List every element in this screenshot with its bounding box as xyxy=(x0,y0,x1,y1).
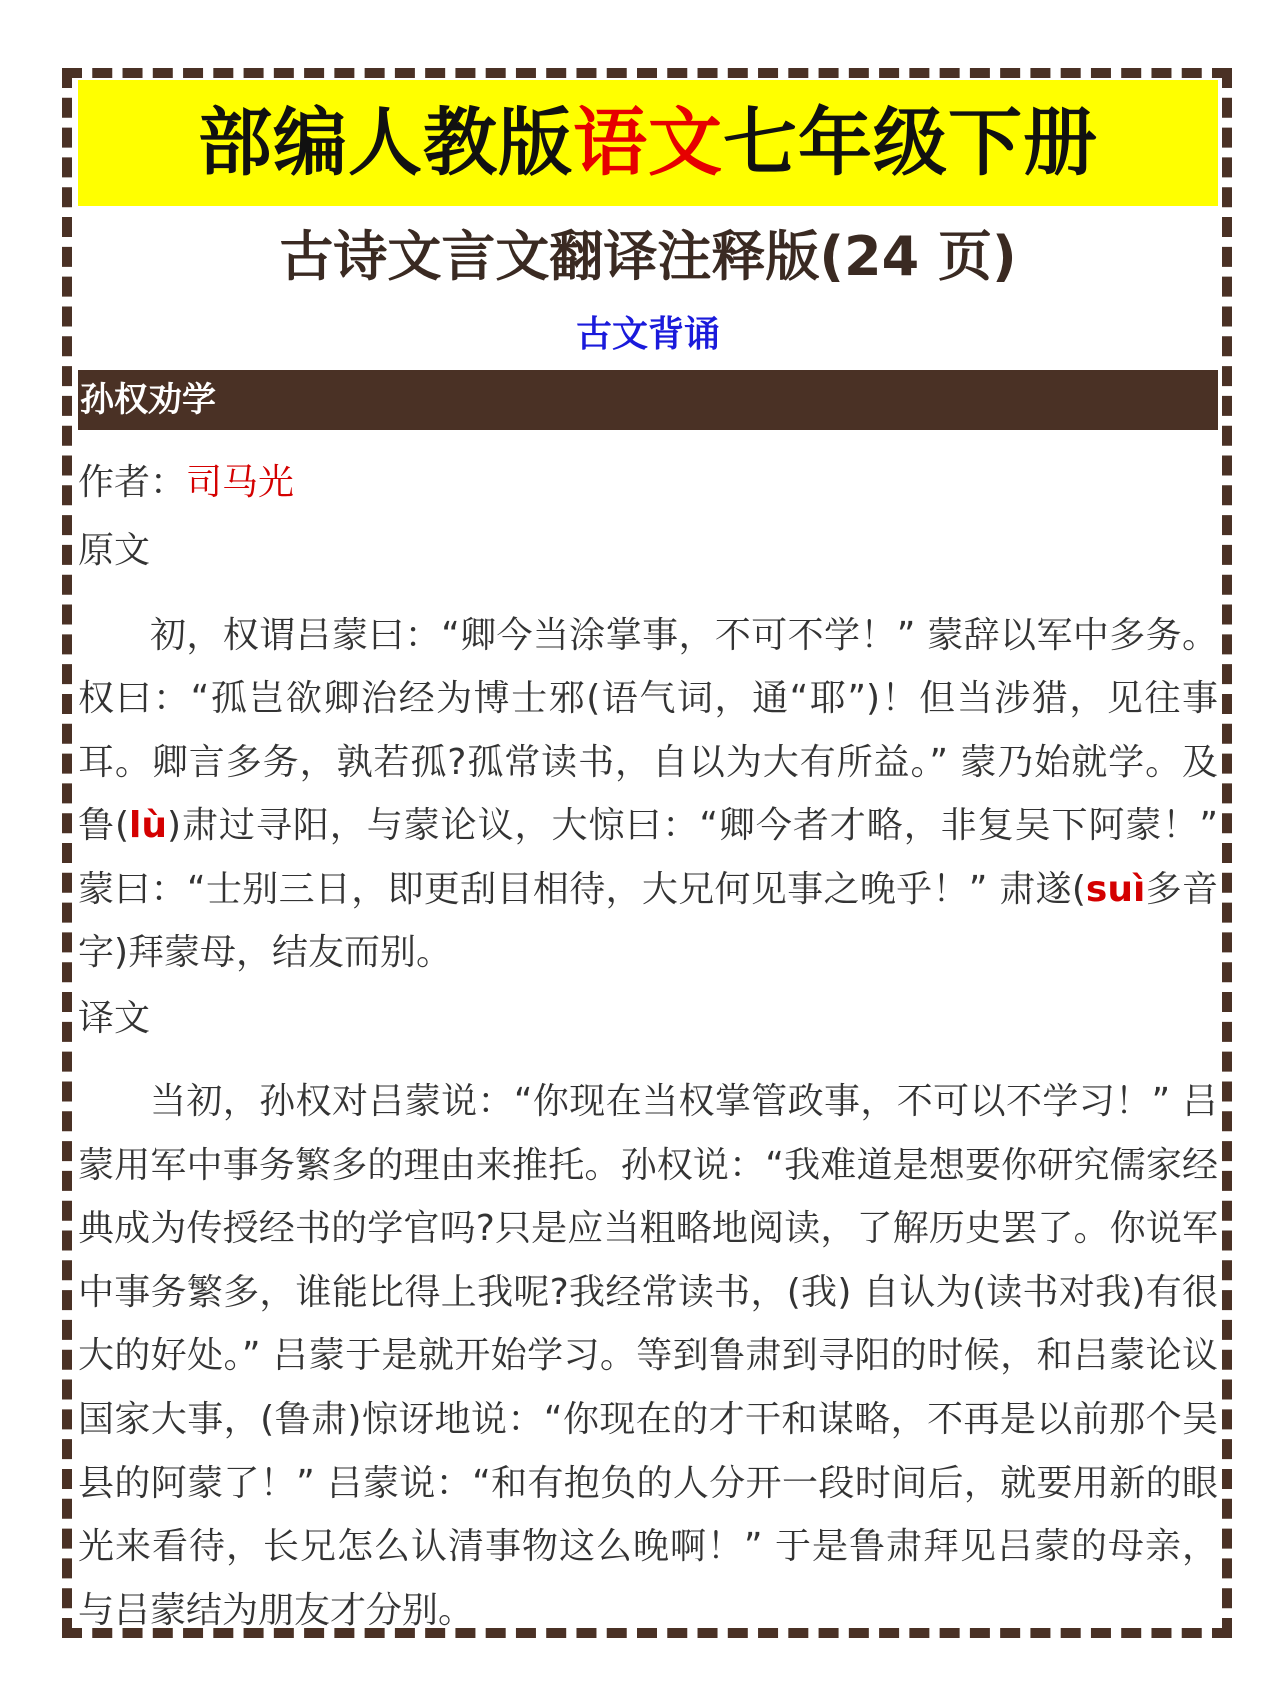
original-text-segment-2: )肃过寻阳，与蒙论议，大惊曰：“卿今者才略，非复吴下阿蒙！” 蒙曰：“士别三日，即更刮目相待，大兄何见事之晚乎！” 肃遂( xyxy=(78,805,1218,910)
translation-text: 当初，孙权对吕蒙说：“你现在当权掌管政事，不可以不学习！” 吕蒙用军中事务繁多的理由来推托。孙权说：“我难道是想要你研究儒家经典成为传授经书的学官吗?只是应当粗略地阅读，了解历史罢了。你说军中事务繁多，谁能比得上我呢?我经常读书，(我) 自认为(读书对我)有很大的好处。” 吕蒙于是就开始学习。等到鲁肃到寻阳的时候，和吕蒙论议国家大事，(鲁肃)惊讶地说：“你现在的才干和谋略，不再是以前那个吴县的阿蒙了！” 吕蒙说：“和有抱负的人分开一段时间后，就要用新的眼光来看待，长兄怎么认清事物这么晚啊！” 于是鲁肃拜见吕蒙的母亲，与吕蒙结为朋友才分别。 xyxy=(78,1081,1218,1631)
lesson-title: 孙权劝学 xyxy=(80,380,216,420)
lesson-title-bar xyxy=(78,370,1218,430)
banner-text-part1: 部编人教版 xyxy=(198,100,573,186)
section-label: 古文背诵 xyxy=(575,314,720,355)
author-label: 作者： xyxy=(78,462,187,503)
original-text-segment-3: 多音字)拜蒙母，结友而别。 xyxy=(78,868,1218,974)
pinyin-lu: lù xyxy=(129,805,167,847)
page-subtitle: 古诗文言文翻译注释版(24 页) xyxy=(279,225,1017,288)
title-banner xyxy=(78,80,1218,206)
banner-text-part3: 七年级下册 xyxy=(723,100,1098,186)
original-text-segment-1: 初，权谓吕蒙曰：“卿今当涂掌事，不可不学！” 蒙辞以军中多务。权曰：“孤岂欲卿治经为博士邪(语气词，通“耶”)！但当涉猎，见往事耳。卿言多务，孰若孤?孤常读书，自以为大有所益。” 蒙乃始就学。及鲁( xyxy=(78,615,1218,847)
author-line xyxy=(78,458,294,508)
original-heading: 原文 xyxy=(78,530,151,571)
author-name: 司马光 xyxy=(186,462,295,503)
translation-heading: 译文 xyxy=(78,998,151,1039)
original-text xyxy=(78,604,1218,984)
banner-text-accent: 语文 xyxy=(573,100,723,186)
pinyin-sui: suì xyxy=(1085,868,1146,910)
